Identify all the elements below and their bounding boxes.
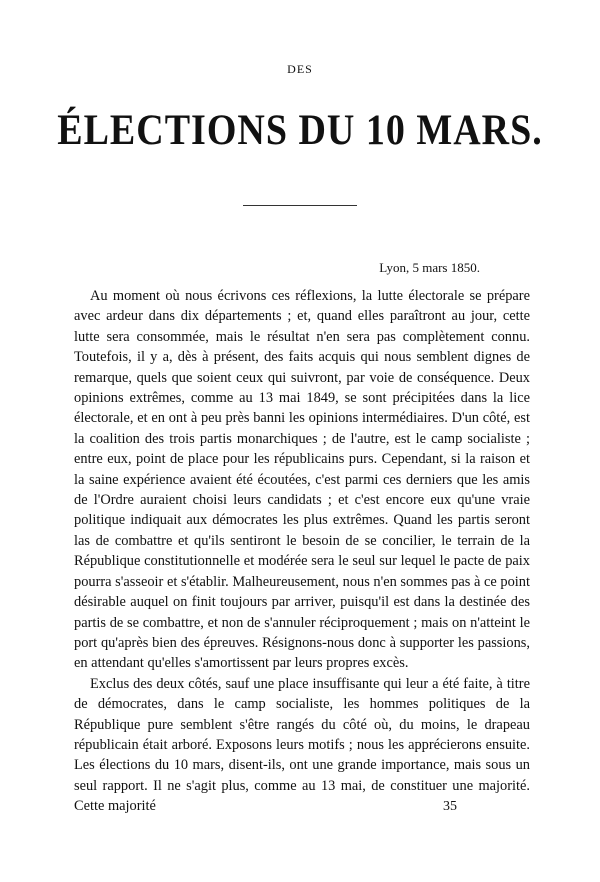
dateline: Lyon, 5 mars 1850. <box>379 260 480 275</box>
paragraph: Au moment où nous écrivons ces réflexions, la lutte électorale se prépare avec ardeur dans dix départements ; et, quand elles paraîtront au jour, cette lutte sera consommée, mais le résultat n'en sera pas complètement connu. Toutefois, il y a, dès à présent, des faits acquis qui nous semblent dignes de remarque, quels que soient ceux qui suivront, par voie de conséquence. Deux opinions extrêmes, comme au 13 mai 1849, se sont précipitées dans la lice électorale, et en ont à peu près banni les opinions intermédiaires. D'un côté, est la coalition des trois partis monarchiques ; de l'autre, est le camp socialiste ; entre eux, point de place pour les républicains purs. Cependant, si la raison et la saine expérience avaient été écoutées, c'est parmi ces derniers que les amis de l'Ordre auraient choisi leurs candidats ; et c'est encore eux qu'une vraie politique indiquait aux démocrates les plus extrêmes. Quand les partis seront las de combattre et qu'ils sentiront le besoin de se concilier, le terrain de la République constitutionnelle et modérée sera le seul sur lequel le pacte de paix pourra s'asseoir et s'établir. Malheureusement, nous n'en sommes pas à ce point désirable auquel on finit toujours par arriver, puisqu'il est dans la destinée des partis de se combattre, et non de s'annuler réciproquement ; mais on n'atteint le port qu'après bien des épreuves. Résignons-nous donc à supporter les passions, en attendant qu'elles s'amortissent par leurs propres excès. <box>74 288 530 672</box>
body-text <box>74 286 530 817</box>
page-title: ÉLECTIONS DU 10 MARS. <box>57 105 543 155</box>
title-divider <box>243 205 357 206</box>
heading-kicker: DES <box>287 62 313 76</box>
paragraph: Exclus des deux côtés, sauf une place insuffisante qui leur a été faite, à titre de démocrates, dans le camp socialiste, les hommes politiques de la République pure semblent s'être rangés du côté où, du moins, le drapeau républicain était arboré. Exposons leurs motifs ; nous les apprécierons ensuite. Les élections du 10 mars, disent-ils, ont une grande importance, mais sous un seul rapport. Il ne s'agit plus, comme au 13 mai, de constituer une majorité. Cette majorité <box>74 675 530 815</box>
page-number: 35 <box>443 799 457 814</box>
